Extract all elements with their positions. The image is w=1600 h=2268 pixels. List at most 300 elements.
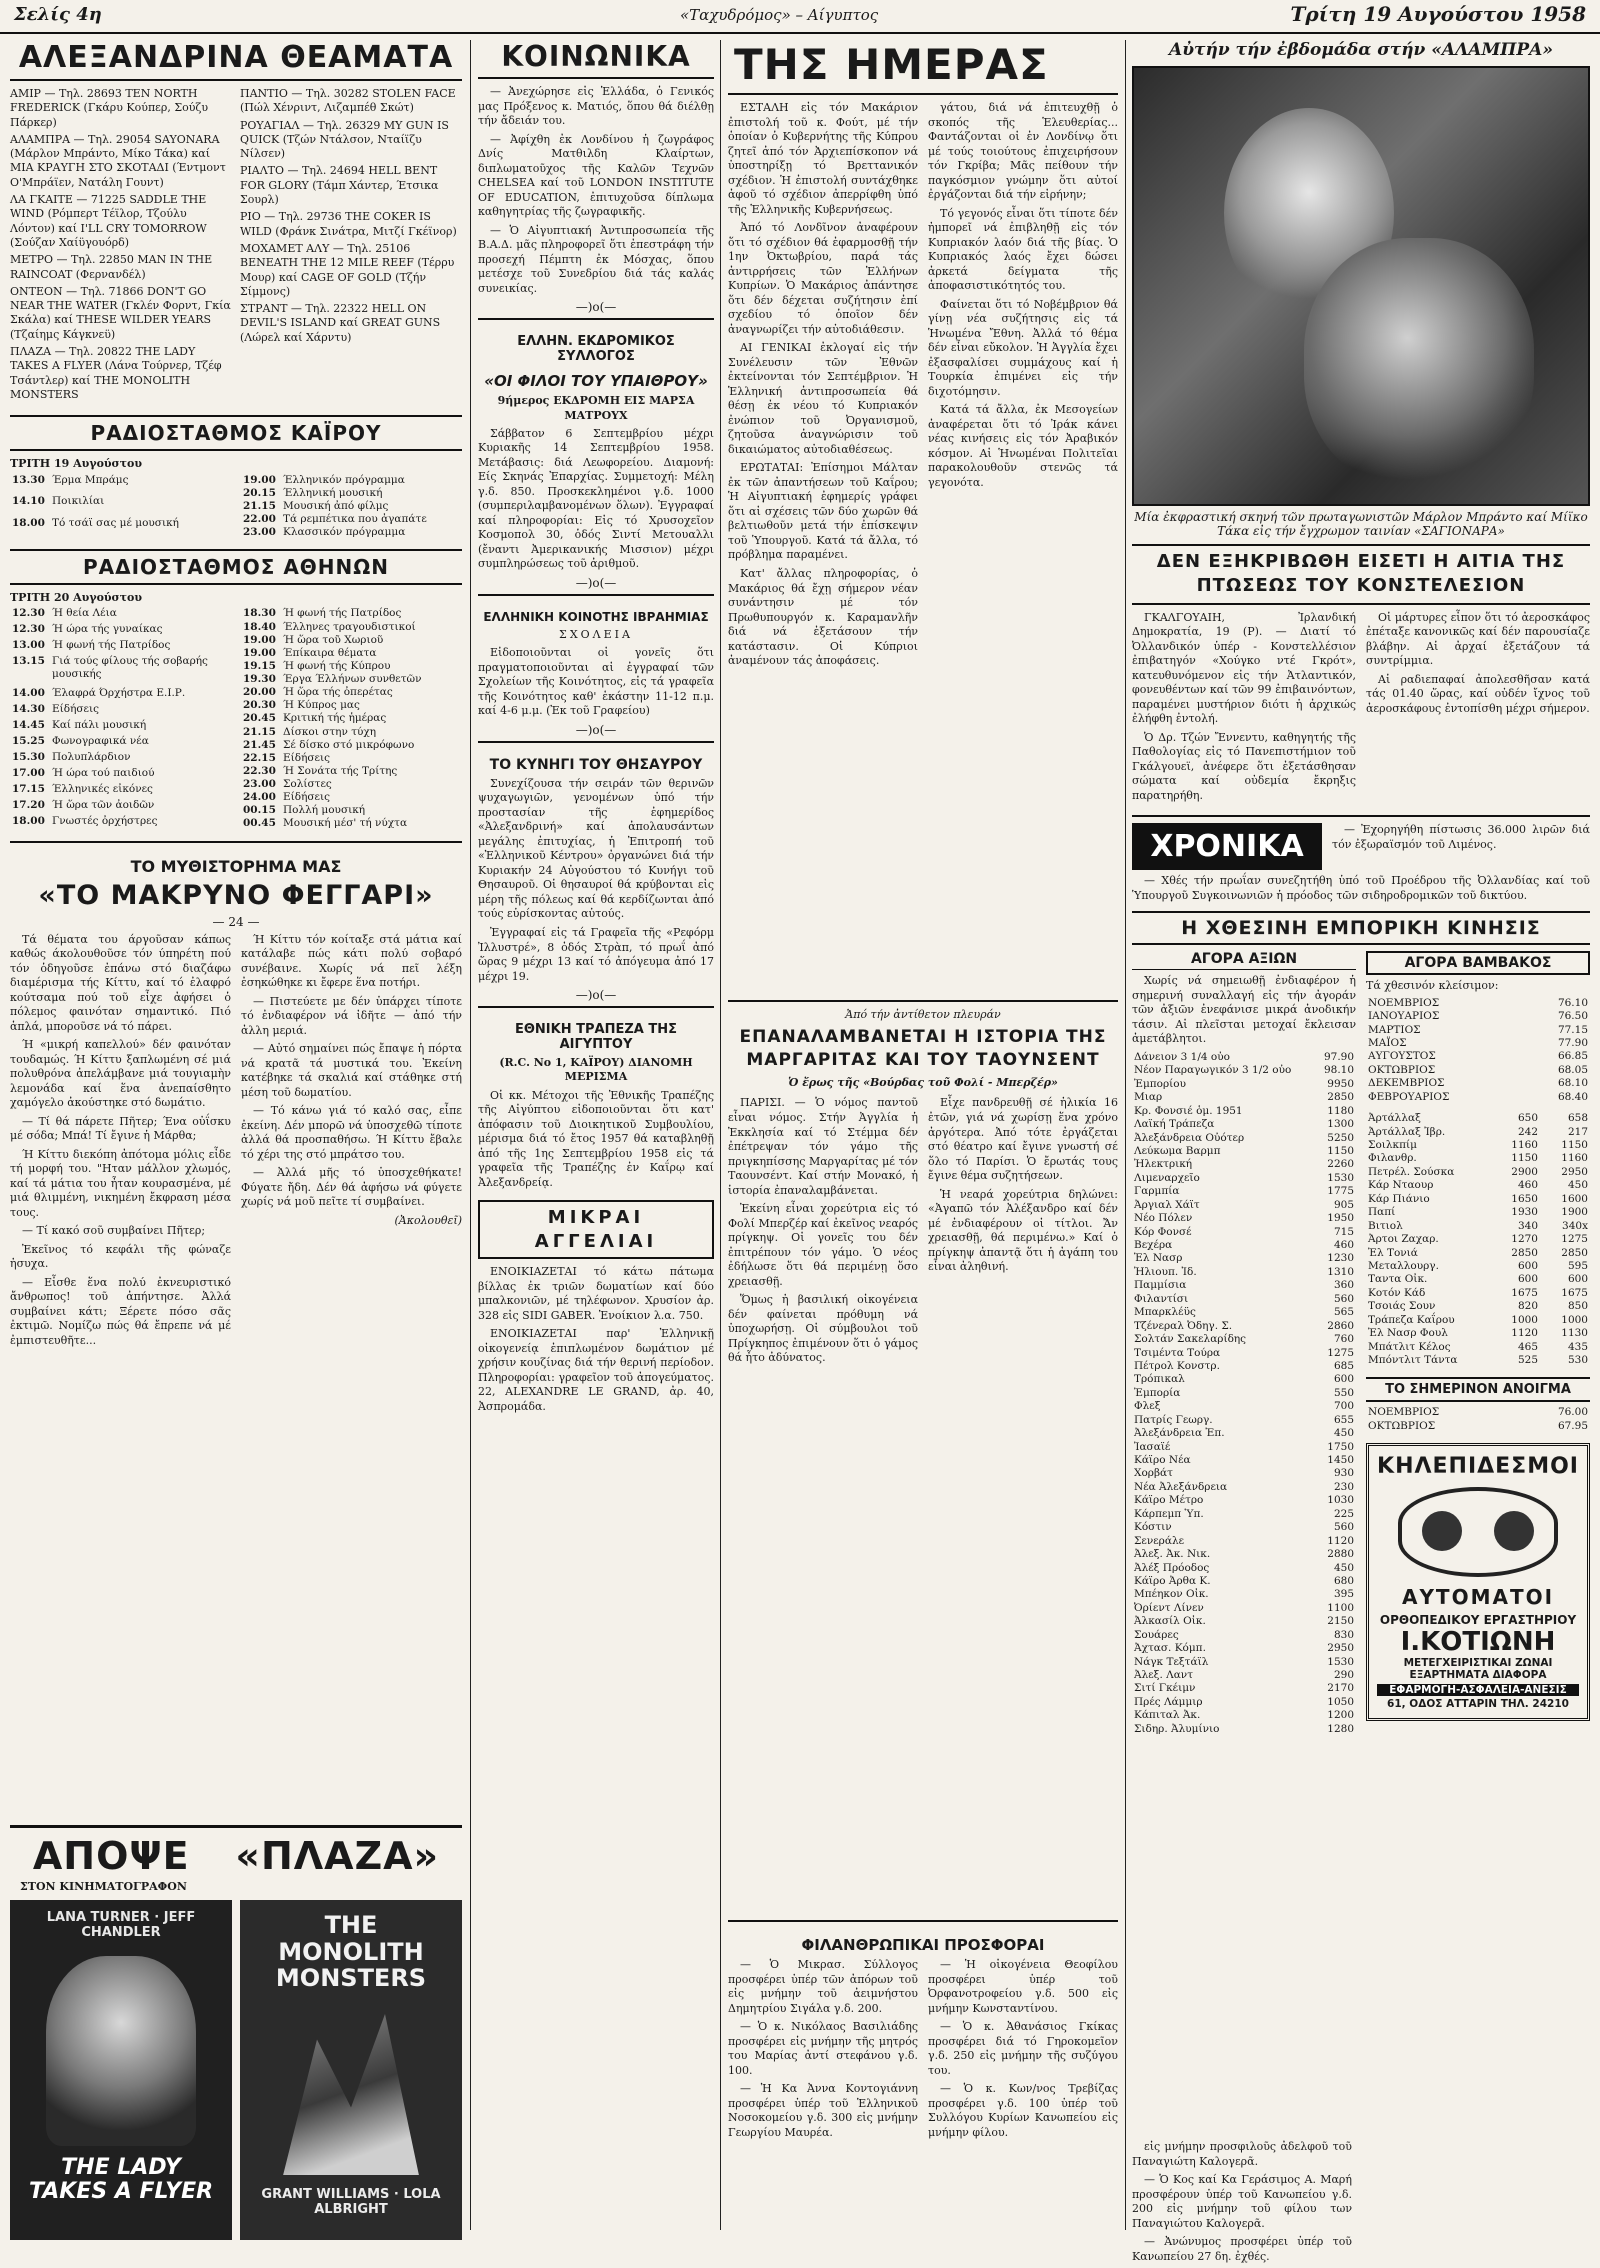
theatre-entry: ΡΟΥΑΓΙΑΛ — Τηλ. 26329 MY GUN IS QUICK (Τζών Ντάλσον, Νταίϊζυ Νίλσεν) bbox=[240, 118, 449, 161]
table-row bbox=[1132, 1360, 1356, 1373]
table-row bbox=[1132, 1158, 1356, 1171]
time: 18.40 bbox=[243, 620, 276, 633]
row-label: ΝΟΕΜΒΡΙΟΣ bbox=[1368, 996, 1440, 1009]
stock-price-table bbox=[1132, 1064, 1356, 1736]
table-row bbox=[1366, 1166, 1590, 1179]
row-label: Νέο Πόλεν bbox=[1134, 1212, 1193, 1225]
club-name: «ΟΙ ΦΙΛΟΙ ΤΟΥ ΥΠΑΙΘΡΟΥ» bbox=[484, 372, 708, 391]
paragraph: Ή Κίττυ διεκόπη ἀπότομα μόλις εἶδε τή μορφή του. "Ηταν μάλλον χλωμός, καί τά μάτια του ἦταν κουρασμένα, μέ μιά θλιμμένη, νικημένη ἔκφραση μέσα τους. bbox=[10, 1147, 231, 1219]
row-value: 600 bbox=[1517, 1273, 1538, 1286]
table-row bbox=[1366, 1314, 1590, 1327]
theatre-entry: ΠΛΑΖΑ — Τηλ. 20822 THE LADY TAKES A FLYER (Λάνα Τούρνερ, Τζέφ Τσάντλερ) καί THE MONOLITH MONSTERS bbox=[10, 345, 222, 401]
row-label: Σιτί Γκέιμν bbox=[1134, 1682, 1196, 1695]
row-value: 1120 bbox=[1511, 1327, 1538, 1340]
constellation-article bbox=[1132, 611, 1590, 808]
masthead bbox=[0, 0, 1600, 34]
paragraph: — Τί θά πάρετε Πῆτερ; Ένα οὐΐσκυ μέ σόδα; Μπά! Τί ἔγινε ἡ Μάρθα; bbox=[10, 1114, 231, 1143]
ad-subtitle: ΑΥΤΟΜΑΤΟΙ bbox=[1401, 1585, 1555, 1610]
paragraph: — Εἶσθε ἕνα πολύ ἐκνευριστικό ἄνθρωπος! τοῦ ἀπήντησε. Ἀλλά συμβαίνει κάτι; Ξέρετε πόσο σᾶς ἐκτιμῶ. Νομίζω πώς θά ἔπρεπε νά μέ ἐμπιστευθῆτε... bbox=[10, 1275, 231, 1347]
row-value: 2900 bbox=[1511, 1165, 1538, 1178]
program: Τά ρεμπέτικα που ἀγαπάτε bbox=[283, 512, 427, 525]
school-text: Εἰδοποιοῦνται οἱ γονεῖς ὅτι πραγματοποιοῦνται αἱ ἐγγραφαί τῶν Σχολείων τῆς Κοινότητος, εἰς τά γραφεῖα τῆς Κοινότητος καθ' ἑκάστην 11-12 π.μ. καί 4-6 μ.μ. (Ἐκ τοῦ Γραφείου) bbox=[478, 646, 714, 718]
schedule-row bbox=[10, 767, 231, 783]
row-label: Ἀλεξ. Λαντ bbox=[1134, 1669, 1194, 1682]
truss-illustration bbox=[1398, 1487, 1558, 1577]
row-label: Παμμίσια bbox=[1134, 1279, 1187, 1292]
donation-item: — Ἡ οἰκογένεια Θεοφίλου προσφέρει ὑπέρ τοῦ Ὀρφανοτροφείου γ.δ. 500 εἰς μνήμην Κωνσταντίνου. bbox=[928, 1958, 1118, 2015]
philanthropy-section bbox=[728, 1920, 1118, 2144]
ad-line: ΕΦΑΡΜΟΓΗ-ΑΣΦΑΛΕΙΑ-ΑΝΕΣΙΣ bbox=[1377, 1684, 1579, 1696]
program: Ή ὥρα τῶν ἀοιδῶν bbox=[52, 798, 155, 811]
row-value: 1270 bbox=[1511, 1233, 1538, 1246]
time: 15.25 bbox=[12, 734, 45, 747]
row-label: Κρ. Φονσιέ ὁμ. 1951 bbox=[1134, 1104, 1243, 1117]
row-label: ΦΕΒΡΟΥΑΡΙΟΣ bbox=[1368, 1090, 1450, 1103]
row-label: Ταντα Οἰκ. bbox=[1368, 1273, 1428, 1286]
time: 19.00 bbox=[243, 646, 276, 659]
row-value: 525 bbox=[1517, 1354, 1538, 1366]
table-row bbox=[1132, 1387, 1356, 1400]
paragraph: ΕΣΤΑΛΗ εἰς τόν Μακάριον ἐπιστολή τοῦ κ. Φούτ, μέ τήν ὁποίαν ὁ Κυβερνήτης τῆς Κύπρου ζητεῖ ἀπό τόν Ἀρχιεπίσκοπον νά ὑποστηρίξῃ τό Βρεττανικόν σχέδιον. Ἡ ἐπιστολή συντάχθηκε ἀφοῦ τό σχέδιον ἀπερρίφθη ὑπό τῆς Ἑλληνικῆς Κυβερνήσεως. bbox=[728, 101, 918, 216]
time: 20.15 bbox=[243, 486, 276, 499]
to-be-continued: (Ἀκολουθεῖ) bbox=[394, 1213, 462, 1227]
row-value: 2880 bbox=[1327, 1548, 1355, 1561]
program: Είδήσεις bbox=[283, 791, 330, 804]
row-value: 77.90 bbox=[1557, 1036, 1588, 1049]
schedule-row bbox=[10, 639, 231, 655]
row-value: 2860 bbox=[1327, 1319, 1355, 1332]
row-label: Ἀρτοι Ζαχαρ. bbox=[1368, 1233, 1439, 1246]
classifieds bbox=[478, 1200, 714, 1259]
program: Πολυπλάρδιον bbox=[52, 750, 131, 763]
schedule-row bbox=[241, 726, 462, 739]
row-value: 9950 bbox=[1327, 1077, 1355, 1090]
row-label: Κάρπεμπ Ὑπ. bbox=[1134, 1507, 1204, 1520]
social-item: — Ἀνεχώρησε εἰς Ἑλλάδα, ὁ Γενικός μας Πρόξενος κ. Ματιός, ὅπου θά διέλθῃ τήν ἄδειάν του. bbox=[478, 85, 714, 128]
theatres-headline: ΑΛΕΞΑΝΔΡΙΝΑ ΘΕΑΜΑΤΑ bbox=[10, 40, 462, 81]
paragraph: Κατά τά ἄλλα, ἐκ Μεσογείων ἀναφέρεται ὅτι τό Ἰράκ κάνει νέας κινήσεις εἰς τόν Ἀραβικόν κόσμον. Αἱ Ἡνωμέναι Πολιτεῖαι παρακολουθοῦν στενῶς τά γεγονότα. bbox=[928, 403, 1118, 489]
novel-body-right bbox=[241, 933, 462, 1353]
row-label: Ἰασαϊέ bbox=[1134, 1440, 1171, 1453]
row-label: Ἀλκασίλ Οἰκ. bbox=[1134, 1615, 1206, 1628]
stocks-text: Χωρίς νά σημειωθῇ ἐνδιαφέρον ἡ σημερινή συναλλαγή εἰς τήν ἀγοράν τῶν ἀξιῶν ἐνεφάνισε μικρά ἀνοδικήν τάσιν. Αἱ πλεῖσται μετοχαί ἔκλεισαν ἀμετάβλητοι. bbox=[1132, 974, 1357, 1046]
row-value: 435 bbox=[1567, 1340, 1588, 1353]
table-row bbox=[1132, 1588, 1356, 1601]
row-label: Σιδηρ. Ἀλυμίνιο bbox=[1134, 1722, 1220, 1735]
social-headline: ΚΟΙΝΩΝΙΚΑ bbox=[478, 40, 714, 79]
row-value: 1650 bbox=[1511, 1192, 1538, 1205]
row-label: Μιαρ bbox=[1134, 1091, 1163, 1104]
column-social: ΚΟΙΝΩΝΙΚΑ — Ἀνεχώρησε εἰς Ἑλλάδα, ὁ Γενικός μας Πρόξενος κ. Ματιός, ὅπου θά διέλθῃ τήν ἄδειάν του. — Ἀφίχθη ἐκ Λονδίνου ἡ ζωγράφος Δνίς Ματθιλδη Κλαίρτων, διπλωματοῦχος τῆς Καλῶν Τεχνῶν CHELSEA καί τοῦ LONDON INSTITUTE OF EDUCATION, ἐπιτυχοῦσα δίπλωμα καθηγητρίας τῆς ζωγραφικῆς. — Ὁ Αἰγυπτιακή Ἀντιπροσωπεία τῆς Β.Α.Δ. μᾶς πληροφορεῖ ὅτι ἐπεστράφη τήν προσεχή Πέμπτη ἐκ Μόσχας, ὅπου μετέσχε τοῦ Συνεδρίου διά τάς καλάς συνεικίας. —)o(— ΕΛΛΗΝ. ΕΚΔΡΟΜΙΚΟΣ ΣΥΛΛΟΓΟΣ «ΟΙ ΦΙΛΟΙ ΤΟΥ ΥΠΑΙΘΡΟΥ» 9ήμερος ΕΚΔΡΟΜΗ ΕΙΣ ΜΑΡΣΑ ΜΑΤΡΟΥΧ Σάββατον 6 Σεπτεμβρίου μέχρι Κυριακῆς 14 Σεπτεμβρίου 1958. Μετάβασις: διά Λεωφορείου. Διαμονή: Είς Σκηνάς Ἐπαρχίας. Συμμετοχή: Μέλη γ.δ. 850. Προσκεκλημένοι γ.δ. 1000 (συμπεριλαμβανομένων ὅλων). Ἐγγραφαί καί πληροφορίαι: Εἰς τό Χρυσοχεῖον Κοσμοπολ 30, ὁδός Σιντί Μετουαλλι (ἔναντι Ἀμερικανικής Μισσιον) μέχρι συμπληρώσεως τοῦ ἀριθμοῦ. —)o(— ΕΛΛΗΝΙΚΗ ΚΟΙΝΟΤΗΣ ΙΒΡΑΗΜΙΑΣ ΣΧΟΛΕΙΑ Εἰδοποιοῦνται οἱ γονεῖς ὅτι πραγματοποιοῦνται αἱ ἐγγραφαί τῶν Σχολείων τῆς Κοινότητος, εἰς τά γραφεῖα τῆς Κοινότητος καθ' ἑκάστην 11-12 π.μ. καί 4-6 μ.μ. (Ἐκ τοῦ Γραφείου) —)o(— ΤΟ ΚΥΝΗΓΙ ΤΟΥ ΘΗΣΑΥΡΟΥ Συνεχίζουσα τήν σειράν τῶν θερινῶν ψυχαγωγιῶν, γενομένων ὑπό τήν προστασίαν τῆς ἐφημερίδος «Ἀλεξανδρινή» καί ἀπολαυσάντων μεγάλης ἐπιτυχίας, ἡ Ἐπιτροπή τοῦ «Ἑλληνικοῦ Κέντρου» ὀργανώνει διά τήν Κυριακήν 24 Αὐγούστου τό Κυνήγι τοῦ Θησαυροῦ. Οἱ θησαυροί θά κρύβονται εἰς μέρη τῆς πόλεως καί θά κερδίζωνται ἀπό τούς εὑρίσκοντας αὐτούς. Ἐγγραφαί εἰς τά Γραφεῖα τῆς «Ρεφόρμ Ἰλλυστρέ», 8 ὁδός Στρὰπ, τό πρωΐ ἀπό ὥρας 9 μέχρι 13 καί τό ἀπόγευμα ἀπό 17 μέχρι 19. —)o(— ΕΘΝΙΚΗ ΤΡΑΠΕΖΑ ΤΗΣ ΑΙΓΥΠΤΟΥ (R.C. No 1, ΚΑΪΡΟΥ) ΔΙΑΝΟΜΗ ΜΕΡΙΣΜΑ Οἱ κκ. Μέτοχοι τῆς Ἐθνικῆς Τραπέζης τῆς Αἰγύπτου εἰδοποιοῦνται ὅτι κατ' ἀπόφασιν τοῦ Διοικητικοῦ Συμβουλίου, μέρισμα διά τό ἔτος 1957 θά καταβληθῇ ἀπό τῆς 1ης Σεπτεμβρίου 1958 εἰς τά γραφεῖα τῆς Τραπέζης ἐν Καΐρῳ καί Ἀλεξανδρείᾳ. ΜΙΚΡΑΙ ΑΓΓΕΛΙΑΙ ΕΝΟΙΚΙΑΖΕΤΑΙ τό κάτω πάτωμα βίλλας ἐκ τριῶν δωματίων καί δύο μπαλκονιῶν, μέ τηλέφωνον. Χρυσίον ἀρ. 328 εἰς SIDI GABER. Ἐνοίκιον λ.α. 750. ΕΝΟΙΚΙΑΖΕΤΑΙ παρ' Ἑλληνικῇ οἰκογενείᾳ ἐπιπλωμένον δωμάτιον μέ χρήσιν κουζίνας διά τήν θερινή περίοδον. Πληροφορίαι: γραφεῖον τοῦ ἀπογεύματος. 22, ALEXANDRE LE GRAND, ἀρ. 40, Ἀσπρομάδα. bbox=[478, 40, 714, 1413]
classified-ad: ΕΝΟΙΚΙΑΖΕΤΑΙ τό κάτω πάτωμα βίλλας ἐκ τριῶν δωματίων καί δύο μπαλκονιῶν, μέ τηλέφωνον. Χρυσίον ἀρ. 328 εἰς SIDI GABER. Ἐνοίκιον λ.α. 750. bbox=[478, 1265, 714, 1322]
row-value: 76.10 bbox=[1557, 996, 1588, 1009]
schedule-row bbox=[10, 687, 231, 703]
row-value: 450 bbox=[1333, 1427, 1355, 1440]
schedule-row bbox=[10, 495, 231, 517]
paragraph: — Τί κακό σοῦ συμβαίνει Πῆτερ; bbox=[22, 1224, 206, 1238]
row-label: Ἀλεξάνδρεια Ἐπ. bbox=[1134, 1427, 1225, 1440]
row-label: Ἀχτασ. Κόμπ. bbox=[1134, 1642, 1206, 1655]
row-label: Σενεράλε bbox=[1134, 1534, 1185, 1547]
paragraph: Οἱ μάρτυρες εἶπον ὅτι τό ἀεροσκάφος ἐπέταξε κανονικῶς καί δέν παρουσίαζε βλάβην. Αἱ ἀρχαί ἐξετάζουν τά συντρίμμια. bbox=[1366, 610, 1590, 668]
theatres-left-list bbox=[10, 87, 232, 405]
program: Τό τσάϊ σας μέ μουσική bbox=[52, 517, 179, 530]
table-row bbox=[1366, 1260, 1590, 1273]
school-sub: ΣΧΟΛΕΙΑ bbox=[559, 627, 633, 641]
row-value: 1160 bbox=[1561, 1152, 1588, 1165]
athens-schedule-left bbox=[10, 607, 231, 830]
paragraph: Ἡ νεαρά χορεύτρια δηλώνει: «Ἀγαπῶ τόν Ἀλέξανδρο καί δέν μέ ἐνδιαφέρουν οἱ τίτλοι. Ἄν χρειασθῇ, θά περιμένω.» Καί ὁ πρίγκηψ ἀπαντᾷ ὅτι ἡ ἀγάπη του εἶναι ἀληθινή. bbox=[928, 1187, 1118, 1274]
row-value: 67.95 bbox=[1557, 1419, 1588, 1432]
classifieds-list bbox=[478, 1265, 714, 1414]
donation-item: — Ὁ κ. Κων/νος Τρεβίζας προσφέρει γ.δ. 100 ὑπέρ τοῦ Συλλόγου Κυρίων Κανωπείου εἰς μνήμην φίλου. bbox=[928, 2082, 1118, 2139]
program: Είδήσεις bbox=[283, 751, 330, 764]
time: 19.15 bbox=[243, 659, 276, 672]
royal-right bbox=[928, 1096, 1118, 1369]
row-label: Σολτάν Σακελαρίδης bbox=[1134, 1333, 1247, 1346]
row-label: Ἀλεξ. Ἀκ. Νικ. bbox=[1134, 1548, 1211, 1561]
table-row bbox=[1366, 1233, 1590, 1246]
row-value: 2170 bbox=[1327, 1682, 1355, 1695]
schedule-row bbox=[10, 607, 231, 623]
row-label: Τρόπικαλ bbox=[1134, 1373, 1185, 1386]
table-row bbox=[1366, 1193, 1590, 1206]
row-value: 560 bbox=[1333, 1521, 1355, 1534]
poster-monolith-monsters bbox=[240, 1900, 462, 2240]
paragraph: Εἶχε πανδρευθῇ σέ ἡλικία 16 ἐτῶν, γιά νά χωρίσῃ ἕνα χρόνο ἀργότερα. Ἀπό τότε ἐργάζεται στό θέατρο καί ἔγινε γνωστή σέ ὅλο τό Παρίσι. Ὁ ἔρωτάς τους ἔγινε θέμα συζητήσεων. bbox=[928, 1096, 1118, 1183]
program: Έργα Έλλήνων συνθετῶν bbox=[283, 673, 422, 686]
table-row bbox=[1132, 1562, 1356, 1575]
time: 12.30 bbox=[12, 607, 45, 620]
program: Έλαφρά Όρχήστρα Ε.Ι.Ρ. bbox=[52, 687, 186, 700]
column-news bbox=[728, 40, 1118, 2240]
time: 18.00 bbox=[12, 814, 45, 827]
paragraph: Ή «μικρή καπελλού» δέν φαινόταν τουδαμώς. Ή Κίττυ ξαπλωμένη σέ μιά πολυθρόνα ἀπελάμβανε μιά τουγιαμὴν λεμονάδα καί ἕνα ἀνεπαίσθητο χαμόγελο ἀκούστηκε στό δωμάτιο. bbox=[10, 1038, 231, 1110]
row-value: 1030 bbox=[1327, 1494, 1355, 1507]
program: Είδήσεις bbox=[52, 703, 99, 716]
commodity-table bbox=[1366, 1112, 1590, 1367]
program: Καί πάλι μουσική bbox=[52, 719, 147, 732]
program: Έλληνικές εἰκόνες bbox=[52, 782, 153, 795]
truss-pad bbox=[1494, 1511, 1534, 1551]
table-row bbox=[1132, 1333, 1356, 1346]
table-row bbox=[1132, 1347, 1356, 1360]
row-label: Κάϊρο Μέτρο bbox=[1134, 1494, 1204, 1507]
row-value: 595 bbox=[1567, 1259, 1588, 1272]
cairo-schedule bbox=[10, 474, 462, 540]
row-value: 2850 bbox=[1561, 1246, 1588, 1259]
row-value: 550 bbox=[1333, 1386, 1355, 1399]
row-value: 685 bbox=[1333, 1359, 1355, 1372]
table-row bbox=[1132, 1575, 1356, 1588]
issue-date: Τρίτη 19 Αυγούστου 1958 bbox=[1290, 2, 1586, 26]
program: Δίσκοι στην τύχη bbox=[283, 725, 377, 738]
time: 19.30 bbox=[243, 673, 276, 686]
schedule-row bbox=[241, 752, 462, 765]
program: Έρμα Μπράμς bbox=[52, 473, 129, 486]
paragraph: — Ἀλλά μῆς τό ὑποσχεθήκατε! Φύγατε ἤδη. Δέν θά ἀφήσω νά φύγετε χωρίς νά μοῦ πεῖτε τί συμβαίνει. bbox=[241, 1166, 462, 1209]
cairo-schedule-right bbox=[241, 474, 462, 540]
row-value: 850 bbox=[1567, 1300, 1588, 1313]
row-value: 600 bbox=[1333, 1373, 1355, 1386]
column-rule bbox=[720, 40, 721, 2230]
day-article-left bbox=[728, 101, 918, 673]
table-row bbox=[1132, 1105, 1356, 1118]
treasure-title: ΤΟ ΚΥΝΗΓΙ ΤΟΥ ΘΗΣΑΥΡΟΥ bbox=[489, 756, 703, 773]
theatre-entry: ΡΙΟ — Τηλ. 29736 THE COKER IS WILD (Φράνκ Σινάτρα, Μιτζί Γκέϊνορ) bbox=[240, 210, 457, 238]
truss-pad bbox=[1422, 1511, 1462, 1551]
program: Πολλή μουσική bbox=[283, 804, 366, 817]
philanthropy-left bbox=[728, 1958, 918, 2144]
program: Ή θεία Λέια bbox=[52, 607, 117, 620]
ad-address: 61, ΟΔΟΣ ΑΤΤΑΡΙΝ ΤΗΛ. 24210 bbox=[1387, 1698, 1569, 1711]
cairo-schedule-left bbox=[10, 474, 231, 540]
row-value: 395 bbox=[1333, 1588, 1355, 1601]
table-row bbox=[1132, 1172, 1356, 1185]
stock-market bbox=[1132, 951, 1356, 1736]
cairo-radio-date: ΤΡΙΤΗ 19 Αυγούστου bbox=[10, 457, 143, 471]
market-headline: Η ΧΘΕΣΙΝΗ ΕΜΠΟΡΙΚΗ ΚΙΝΗΣΙΣ bbox=[1181, 917, 1541, 940]
row-label: Μπαρκλέϋς bbox=[1134, 1306, 1196, 1319]
schedule-row bbox=[10, 623, 231, 639]
program: Ή φωνή τής Πατρίδος bbox=[283, 607, 402, 620]
table-row bbox=[1366, 1300, 1590, 1313]
row-label: Σοιλκπίμ bbox=[1368, 1139, 1417, 1151]
ad-line: ΕΞΑΡΤΗΜΑΤΑ ΔΙΑΦΟΡΑ bbox=[1409, 1669, 1547, 1682]
column-rule bbox=[470, 40, 471, 2230]
program: Ή ὥρα τής ὀπερέτας bbox=[283, 686, 393, 699]
row-value: 1100 bbox=[1327, 1601, 1355, 1614]
row-label: Ἠλεκτρική bbox=[1134, 1158, 1193, 1171]
table-row bbox=[1366, 1139, 1590, 1152]
table-row bbox=[1132, 1226, 1356, 1239]
alhambra-header: Αὐτήν τήν ἐβδομάδα στήν «ΑΛΑΜΠΡΑ» bbox=[1169, 40, 1553, 60]
row-value: 820 bbox=[1517, 1300, 1538, 1313]
ad-name: Ι.ΚΟΤΙΩΝΗ bbox=[1400, 1627, 1556, 1658]
row-value: 465 bbox=[1517, 1340, 1538, 1353]
program: Ή φωνή τής Κύπρου bbox=[283, 659, 391, 672]
row-label: Κόστιν bbox=[1134, 1521, 1172, 1534]
column-entertainment bbox=[10, 40, 462, 2240]
table-row bbox=[1366, 1010, 1590, 1023]
row-label: Λιμεναρχεῖο bbox=[1134, 1171, 1200, 1184]
row-label: Ἐλ Τονιά bbox=[1368, 1246, 1418, 1259]
row-label: Λαϊκή Τράπεζα bbox=[1134, 1118, 1215, 1131]
row-value: 68.10 bbox=[1557, 1077, 1588, 1090]
row-value: 700 bbox=[1333, 1400, 1355, 1413]
schedule-row bbox=[241, 660, 462, 673]
schedule-row bbox=[241, 804, 462, 817]
table-row bbox=[1366, 1024, 1590, 1037]
row-value: 600 bbox=[1567, 1273, 1588, 1286]
row-value: 68.40 bbox=[1557, 1090, 1588, 1103]
bank-text: Οἱ κκ. Μέτοχοι τῆς Ἐθνικῆς Τραπέζης τῆς Αἰγύπτου εἰδοποιοῦνται ὅτι κατ' ἀπόφασιν τοῦ Διοικητικοῦ Συμβουλίου, μέρισμα διά τό ἔτος 1957 θά καταβληθῇ ἀπό τῆς 1ης Σεπτεμβρίου 1958 εἰς τά γραφεῖα τῆς Τραπέζης ἐν Καΐρῳ καί Ἀλεξανδρείᾳ. bbox=[478, 1088, 714, 1189]
row-label: Πρές Λάμμιρ bbox=[1134, 1695, 1203, 1708]
table-row bbox=[1132, 1535, 1356, 1548]
table-row bbox=[1132, 1441, 1356, 1454]
poster-cast: LANA TURNER · JEFF CHANDLER bbox=[46, 1910, 196, 1941]
row-value: 98.10 bbox=[1323, 1064, 1355, 1077]
royal-kicker: Ἀπό τήν ἀντίθετον πλευράν bbox=[845, 1008, 1001, 1021]
program: Σέ δίσκο στό μικρόφωνο bbox=[283, 738, 415, 751]
plaza-ad bbox=[10, 1825, 462, 2240]
theatre-entry: ΑΜΙΡ — Τηλ. 28693 TEN NORTH FREDERICK (Γκάρυ Κούπερ, Σούζυ Πάρκερ) bbox=[10, 87, 209, 129]
table-row bbox=[1132, 1548, 1356, 1561]
row-value: 680 bbox=[1333, 1574, 1355, 1587]
column-right bbox=[1132, 40, 1590, 2263]
newspaper-name: «Ταχυδρόμος» – Αίγυπτος bbox=[680, 6, 879, 24]
philanthropy-title: ΦΙΛΑΝΘΡΩΠΙΚΑΙ ΠΡΟΣΦΟΡΑΙ bbox=[801, 1936, 1045, 1954]
donation-item: — Ὁ κ. Νικόλαος Βασιλιάδης προσφέρει εἰς μνήμην τῆς μητρός του Μαρίας ἀντί στεφάνου γ.δ. 100. bbox=[728, 2020, 918, 2077]
forex-title: ΤΟ ΣΗΜΕΡΙΝΟΝ ΑΝΟΙΓΜΑ bbox=[1366, 1377, 1590, 1402]
schedule-row bbox=[241, 712, 462, 725]
row-label: Ἐλ Νασρ Φουλ bbox=[1368, 1327, 1448, 1340]
table-row bbox=[1132, 1320, 1356, 1333]
row-value: 290 bbox=[1333, 1669, 1355, 1682]
program: Ή φωνή τής Πατρίδος bbox=[52, 639, 171, 652]
time: 21.15 bbox=[243, 499, 276, 512]
donation-item: — Ὁ Μικρασ. Σύλλογος προσφέρει ὑπέρ τῶν ἀπόρων τοῦ εἰς μνήμην τοῦ ἀειμνήστου Δημητρίου Σιγάλα γ.δ. 200. bbox=[728, 1958, 918, 2015]
program: Ποικιλίαι bbox=[52, 495, 105, 508]
row-label: ΜΑΡΤΙΟΣ bbox=[1368, 1023, 1421, 1036]
table-row bbox=[1366, 1273, 1590, 1286]
ad-title: ΚΗΛΕΠΙΔΕΣΜΟΙ bbox=[1377, 1454, 1579, 1480]
row-value: 1050 bbox=[1327, 1695, 1355, 1708]
row-value: 1120 bbox=[1327, 1534, 1355, 1547]
row-value: 905 bbox=[1333, 1198, 1355, 1211]
sayonara-photo bbox=[1132, 66, 1590, 506]
row-label: Τσιμέντα Τούρα bbox=[1134, 1346, 1221, 1359]
time: 14.45 bbox=[12, 719, 45, 732]
program: Γιά τούς φίλους τής σοβαρής μουσικής bbox=[52, 655, 208, 681]
paragraph: Φαίνεται ὅτι τό Νοβέμβριον θά γίνῃ νέα συζήτησις εἰς τά Ἡνωμένα Ἔθνη. Ἀλλά τό θέμα δέν εἶναι εὔκολον. Ἡ Ἀγγλία ἔχει ἐξασφαλίσει συμμάχους καί ἡ Τουρκία ἐπιμένει εἰς τήν διχοτόμησιν. bbox=[928, 297, 1118, 398]
schedule-row bbox=[10, 735, 231, 751]
row-label: Μεταλλουργ. bbox=[1368, 1259, 1439, 1272]
time: 21.15 bbox=[243, 725, 276, 738]
club-text: Σάββατον 6 Σεπτεμβρίου μέχρι Κυριακῆς 14 Σεπτεμβρίου 1958. Μετάβασις: διά Λεωφορείου. Διαμονή: Είς Σκηνάς Ἐπαρχίας. Συμμετοχή: Μέλη γ.δ. 850. Προσκεκλημένοι γ.δ. 1000 (συμπεριλαμβανομένων ὅλων). Ἐγγραφαί καί πληροφορίαι: Εἰς τό Χρυσοχεῖον Κοσμοπολ 30, ὁδός Σιντί Μετουαλλι (ἔναντι Ἀμερικανικής Μισσιον) μέχρι συμπληρώσεως τοῦ ἀριθμοῦ. bbox=[478, 426, 714, 571]
stock-name: Δάνειον 3 1/4 οὐο bbox=[1134, 1050, 1230, 1063]
bank-title: ΕΘΝΙΚΗ ΤΡΑΠΕΖΑ ΤΗΣ ΑΙΓΥΠΤΟΥ bbox=[515, 1022, 677, 1053]
row-value: 565 bbox=[1333, 1306, 1355, 1319]
table-row bbox=[1366, 1220, 1590, 1233]
row-value: 2850 bbox=[1327, 1091, 1355, 1104]
row-value: 225 bbox=[1333, 1507, 1355, 1520]
row-label: Νάγκ Τεξτάϊλ bbox=[1134, 1655, 1209, 1668]
treasure-text: Συνεχίζουσα τήν σειράν τῶν θερινῶν ψυχαγωγιῶν, γενομένων ὑπό τήν προστασίαν τῆς ἐφημερίδος «Ἀλεξανδρινή» καί ἀπολαυσάντων μεγάλης ἐπιτυχίας, ἡ Ἐπιτροπή τοῦ «Ἑλληνικοῦ Κέντρου» ὀργανώνει διά τήν Κυριακήν 24 Αὐγούστου τό Κυνήγι τοῦ Θησαυροῦ. Οἱ θησαυροί θά κρύβονται εἰς μέρη τῆς πόλεως καί θά κερδίζωνται ἀπό τούς εὑρίσκοντας αὐτούς. bbox=[478, 776, 714, 921]
row-value: 560 bbox=[1333, 1292, 1355, 1305]
row-value: 2850 bbox=[1511, 1246, 1538, 1259]
schedule-row bbox=[241, 513, 462, 526]
table-row bbox=[1366, 1126, 1590, 1139]
row-label: Κόρ Φονσέ bbox=[1134, 1225, 1192, 1238]
row-label: ΜΑΪΟΣ bbox=[1368, 1036, 1407, 1049]
time: 13.30 bbox=[12, 473, 45, 486]
table-row bbox=[1366, 1179, 1590, 1192]
chronika-title: ΧΡΟΝΙΚΑ bbox=[1132, 823, 1322, 870]
row-label: Ἠλιουπ. Ἰδ. bbox=[1134, 1265, 1197, 1278]
school-notice bbox=[478, 594, 714, 719]
table-row bbox=[1366, 1420, 1590, 1433]
row-label: Γαρμπία bbox=[1134, 1185, 1180, 1198]
paragraph: Τά θέματα του άργοῦσαν κάπως καθώς άκολουθοῦσε τόν ύπηρέτη πού τόν ὁδηγοῦσε ἐπάνω στό διαζάφω διαμέρισμα τής Κίττυ, καί τό ἐλαφρό κούτσαμα πού τοῦ εἶχε ἀφήσει ὁ πόλεμος φαινόταν σημαντικό. Πιό ἁπλά, μποροῦσε νά τό πάρει. bbox=[10, 932, 231, 1033]
row-value: 1600 bbox=[1561, 1192, 1588, 1205]
time: 13.00 bbox=[12, 639, 45, 652]
table-row bbox=[1132, 1239, 1356, 1252]
row-label: ΝΟΕΜΒΡΙΟΣ bbox=[1368, 1406, 1440, 1419]
athens-schedule-right bbox=[241, 607, 462, 830]
row-value: 1150 bbox=[1511, 1152, 1538, 1165]
photo-caption: Μία ἐκφραστική σκηνή τῶν πρωταγωνιστῶν Μάρλον Μπράντο καί Μίϊκο Τάκα εἰς τήν ἔγχρωμον ταινίαν «ΣΑΓΙΟΝΑΡΑ» bbox=[1134, 510, 1588, 538]
program: Έπίκαιρα θέματα bbox=[283, 646, 377, 659]
row-label: Νέον Παραγωγικόν 3 1/2 οὐο bbox=[1134, 1064, 1292, 1077]
row-value: 1280 bbox=[1327, 1722, 1355, 1735]
time: 18.30 bbox=[243, 607, 276, 620]
stock-price: 97.90 bbox=[1323, 1050, 1355, 1063]
row-value: 650 bbox=[1517, 1112, 1538, 1125]
schedule-row bbox=[241, 699, 462, 712]
poster-illustration bbox=[266, 2005, 436, 2175]
row-value: 340 bbox=[1517, 1219, 1538, 1232]
schedule-row bbox=[10, 799, 231, 815]
table-row bbox=[1132, 1091, 1356, 1104]
market-headline-box bbox=[1132, 911, 1590, 945]
table-row bbox=[1132, 1279, 1356, 1292]
row-label: Βεχέρα bbox=[1134, 1239, 1173, 1252]
donation-item: — Ἡ Κα Ἀννα Κοντογιάννη προσφέρει ὑπέρ τοῦ Ἑλληνικοῦ Νοσοκομείου γ.δ. 300 εἰς μνήμην Γεωργίου Μαυρέα. bbox=[728, 2082, 918, 2139]
row-value: 1200 bbox=[1327, 1709, 1355, 1722]
row-label: ΟΚΤΩΒΡΙΟΣ bbox=[1368, 1419, 1436, 1432]
time: 17.15 bbox=[12, 782, 45, 795]
paragraph: ΑΙ ΓΕΝΙΚΑΙ ἐκλογαί εἰς τήν Συνέλευσιν τῶν Ἐθνῶν ἐκτείνονται τόν Σεπτέμβριον. Ἡ Ἑλληνική ἀντιπροσωπεία θά θέσῃ ἐκ νέου τό Κυπριακόν ἐνώπιον τοῦ Ὀργανισμοῦ, ζητοῦσα ἀναγνώρισιν τοῦ δικαιώματος αὐτοδιαθέσεως. bbox=[728, 341, 918, 456]
row-label: Ὀρίεντ Λίνεν bbox=[1134, 1601, 1204, 1614]
program: Γνωστές ὀρχήστρες bbox=[52, 814, 158, 827]
time: 20.45 bbox=[243, 712, 276, 725]
schedule-row bbox=[241, 791, 462, 804]
table-row bbox=[1132, 1400, 1356, 1413]
row-value: 930 bbox=[1333, 1467, 1355, 1480]
program: Έλληνικόν πρόγραμμα bbox=[283, 473, 405, 486]
row-label: Ἀργιαλ Χάϊτ bbox=[1134, 1198, 1200, 1211]
cotton-table bbox=[1366, 997, 1590, 1105]
ad-shop: ΟΡΘΟΠΕΔΙΚΟΥ ΕΡΓΑΣΤΗΡΙΟΥ bbox=[1379, 1613, 1577, 1628]
athens-radio-date: ΤΡΙΤΗ 20 Αυγούστου bbox=[10, 591, 143, 605]
constellation-headline-box bbox=[1132, 544, 1590, 605]
row-value: 1150 bbox=[1561, 1139, 1588, 1151]
time: 22.00 bbox=[243, 512, 276, 525]
table-row bbox=[1132, 1696, 1356, 1709]
paragraph: — Τό κάνω γιά τό καλό σας, εἶπε ἐκείνη. Δέν μπορῶ νά ὑποσχεθῶ τίποτε ἀλλά θά προσπαθήσω. Ή Κίττυ ἔβαλε τό χέρι της στό μπράτσο του. bbox=[241, 1104, 462, 1161]
table-row bbox=[1366, 1077, 1590, 1090]
program: Ή Κύπρος μας bbox=[283, 699, 360, 712]
time: 20.30 bbox=[243, 699, 276, 712]
program: Φωνογραφικά νέα bbox=[52, 734, 149, 747]
row-value: 217 bbox=[1567, 1125, 1588, 1138]
time: 18.00 bbox=[12, 517, 45, 530]
paragraph: Κατ' ἄλλας πληροφορίας, ὁ Μακάριος θά ἔχῃ σήμερον νέαν συνάντησιν μέ τόν Πρωθυπουργόν κ. Καραμανλῆν διά νά ἐξετάσουν τήν κατάστασιν. Οἱ Κύπριοι ἀναμένουν τάς ἀποφάσεις. bbox=[728, 566, 918, 668]
row-value: 530 bbox=[1567, 1354, 1588, 1366]
day-article bbox=[728, 101, 1118, 673]
theatre-entry: ΣΤΡΑΝΤ — Τηλ. 22322 HELL ON DEVIL'S ISLAND καί GREAT GUNS (Λώρελ καί Χάρντυ) bbox=[240, 302, 441, 344]
row-label: Κοτόν Κάδ bbox=[1368, 1286, 1426, 1299]
poster-lady-takes-a-flyer bbox=[10, 1900, 232, 2240]
row-label: Ἐμπορία bbox=[1134, 1386, 1181, 1399]
table-row bbox=[1132, 1306, 1356, 1319]
schedule-row bbox=[241, 526, 462, 539]
row-label: ΙΑΝΟΥΑΡΙΟΣ bbox=[1368, 1010, 1440, 1023]
paragraph: Ἐκείνη εἶναι χορεύτρια εἰς τό Φολί Μπερζέρ καί ἐκεῖνος νεαρός πρίγκηψ. Οἱ γονεῖς του δέν ἐπιτρέπουν τόν γάμο. Ὁ νέος ἐδήλωσε ὅτι θά περιμένῃ ὅσο χρειασθῇ. bbox=[728, 1202, 918, 1288]
table-row bbox=[1132, 1508, 1356, 1521]
row-label: Βιτιολ bbox=[1368, 1219, 1403, 1232]
